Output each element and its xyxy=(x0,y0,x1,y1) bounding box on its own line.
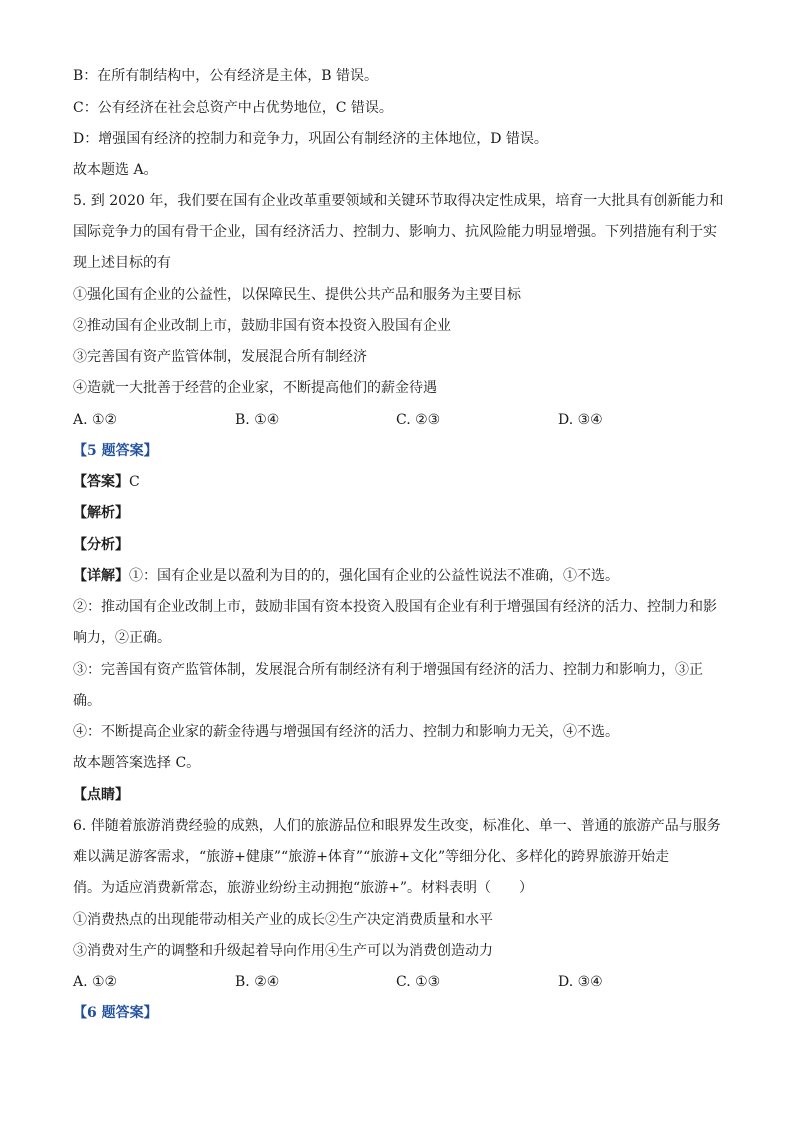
analysis-line-c: C：公有经济在社会总资产中占优势地位，C 错误。 xyxy=(73,100,393,116)
q5-stem-line-1: 5. 到 2020 年，我们要在国有企业改革重要领域和关键环节取得决定性成果，培育一大批具有创新能力和 xyxy=(73,193,724,209)
detail-label: 【详解】 xyxy=(73,568,129,584)
answer-label: 【答案】 xyxy=(73,474,129,490)
q6-stem-line-2: 难以满足游客需求，“旅游+健康”“旅游+体育”“旅游+文化”等细分化、多样化的跨界旅游开始走 xyxy=(73,849,670,865)
q5-fenxi-label: 【分析】 xyxy=(73,537,129,553)
analysis-line-d: D：增强国有经济的控制力和竞争力，巩固公有制经济的主体地位，D 错误。 xyxy=(73,131,548,147)
q6-option-a[interactable]: A. ①② xyxy=(73,974,118,990)
q5-stem-line-2: 国际竞争力的国有骨干企业，国有经济活力、控制力、影响力、抗风险能力明显增强。下列措施有利于实 xyxy=(73,224,717,240)
q5-answer xyxy=(73,472,723,492)
q5-conclusion: 故本题答案选择 C。 xyxy=(73,755,201,771)
analysis-line-b: B：在所有制结构中，公有经济是主体，B 错误。 xyxy=(73,68,379,84)
q5-detail-3a: ③：完善国有资产监管体制，发展混合所有制经济有利于增强国有经济的活力、控制力和影响力，③正 xyxy=(73,662,703,678)
q5-detail-3b: 确。 xyxy=(73,693,101,709)
q5-dianjing-label: 【点睛】 xyxy=(73,787,129,803)
q5-option-c[interactable]: C. ②③ xyxy=(396,412,441,428)
q6-items-line-1: ①消费热点的出现能带动相关产业的成长②生产决定消费质量和水平 xyxy=(73,912,493,928)
q6-option-c[interactable]: C. ①③ xyxy=(396,974,441,990)
q5-answer-header: 【5 题答案】 xyxy=(73,443,158,459)
q5-detail-2b: 响力，②正确。 xyxy=(73,630,171,646)
q5-item-2: ②推动国有企业改制上市，鼓励非国有资本投资入股国有企业 xyxy=(73,318,451,334)
q5-option-b[interactable]: B. ①④ xyxy=(235,412,280,428)
q6-items-line-2: ③消费对生产的调整和升级起着导向作用④生产可以为消费创造动力 xyxy=(73,943,493,959)
q6-option-b[interactable]: B. ②④ xyxy=(235,974,280,990)
answer-value: C xyxy=(129,474,140,490)
q5-stem-line-3: 现上述目标的有 xyxy=(73,255,171,271)
q5-jiexi-label: 【解析】 xyxy=(73,505,129,521)
q5-item-4: ④造就一大批善于经营的企业家，不断提高他们的薪金待遇 xyxy=(73,380,437,396)
analysis-conclusion: 故本题选 A。 xyxy=(73,162,158,178)
q5-option-a[interactable]: A. ①② xyxy=(73,412,118,428)
q5-detail-4: ④：不断提高企业家的薪金待遇与增强国有经济的活力、控制力和影响力无关，④不选。 xyxy=(73,724,619,740)
q6-answer-header: 【6 题答案】 xyxy=(73,1005,158,1021)
q6-stem-line-1: 6. 伴随着旅游消费经验的成熟，人们的旅游品位和眼界发生改变，标准化、单一、普通的旅游产品与服务 xyxy=(73,818,721,834)
q5-detail-1 xyxy=(73,566,723,586)
q6-option-d[interactable]: D. ③④ xyxy=(558,974,603,990)
q5-detail-2a: ②：推动国有企业改制上市，鼓励非国有资本投资入股国有企业有利于增强国有经济的活力、控制力和影 xyxy=(73,599,717,615)
q6-stem-line-3: 俏。为适应消费新常态，旅游业纷纷主动拥抱“旅游+”。材料表明（ ） xyxy=(73,880,534,896)
q5-option-d[interactable]: D. ③④ xyxy=(558,412,603,428)
q5-item-1: ①强化国有企业的公益性，以保障民生、提供公共产品和服务为主要目标 xyxy=(73,287,521,303)
detail-text-1: ①：国有企业是以盈利为目的的，强化国有企业的公益性说法不准确，①不选。 xyxy=(129,568,619,584)
q5-item-3: ③完善国有资产监管体制，发展混合所有制经济 xyxy=(73,349,367,365)
